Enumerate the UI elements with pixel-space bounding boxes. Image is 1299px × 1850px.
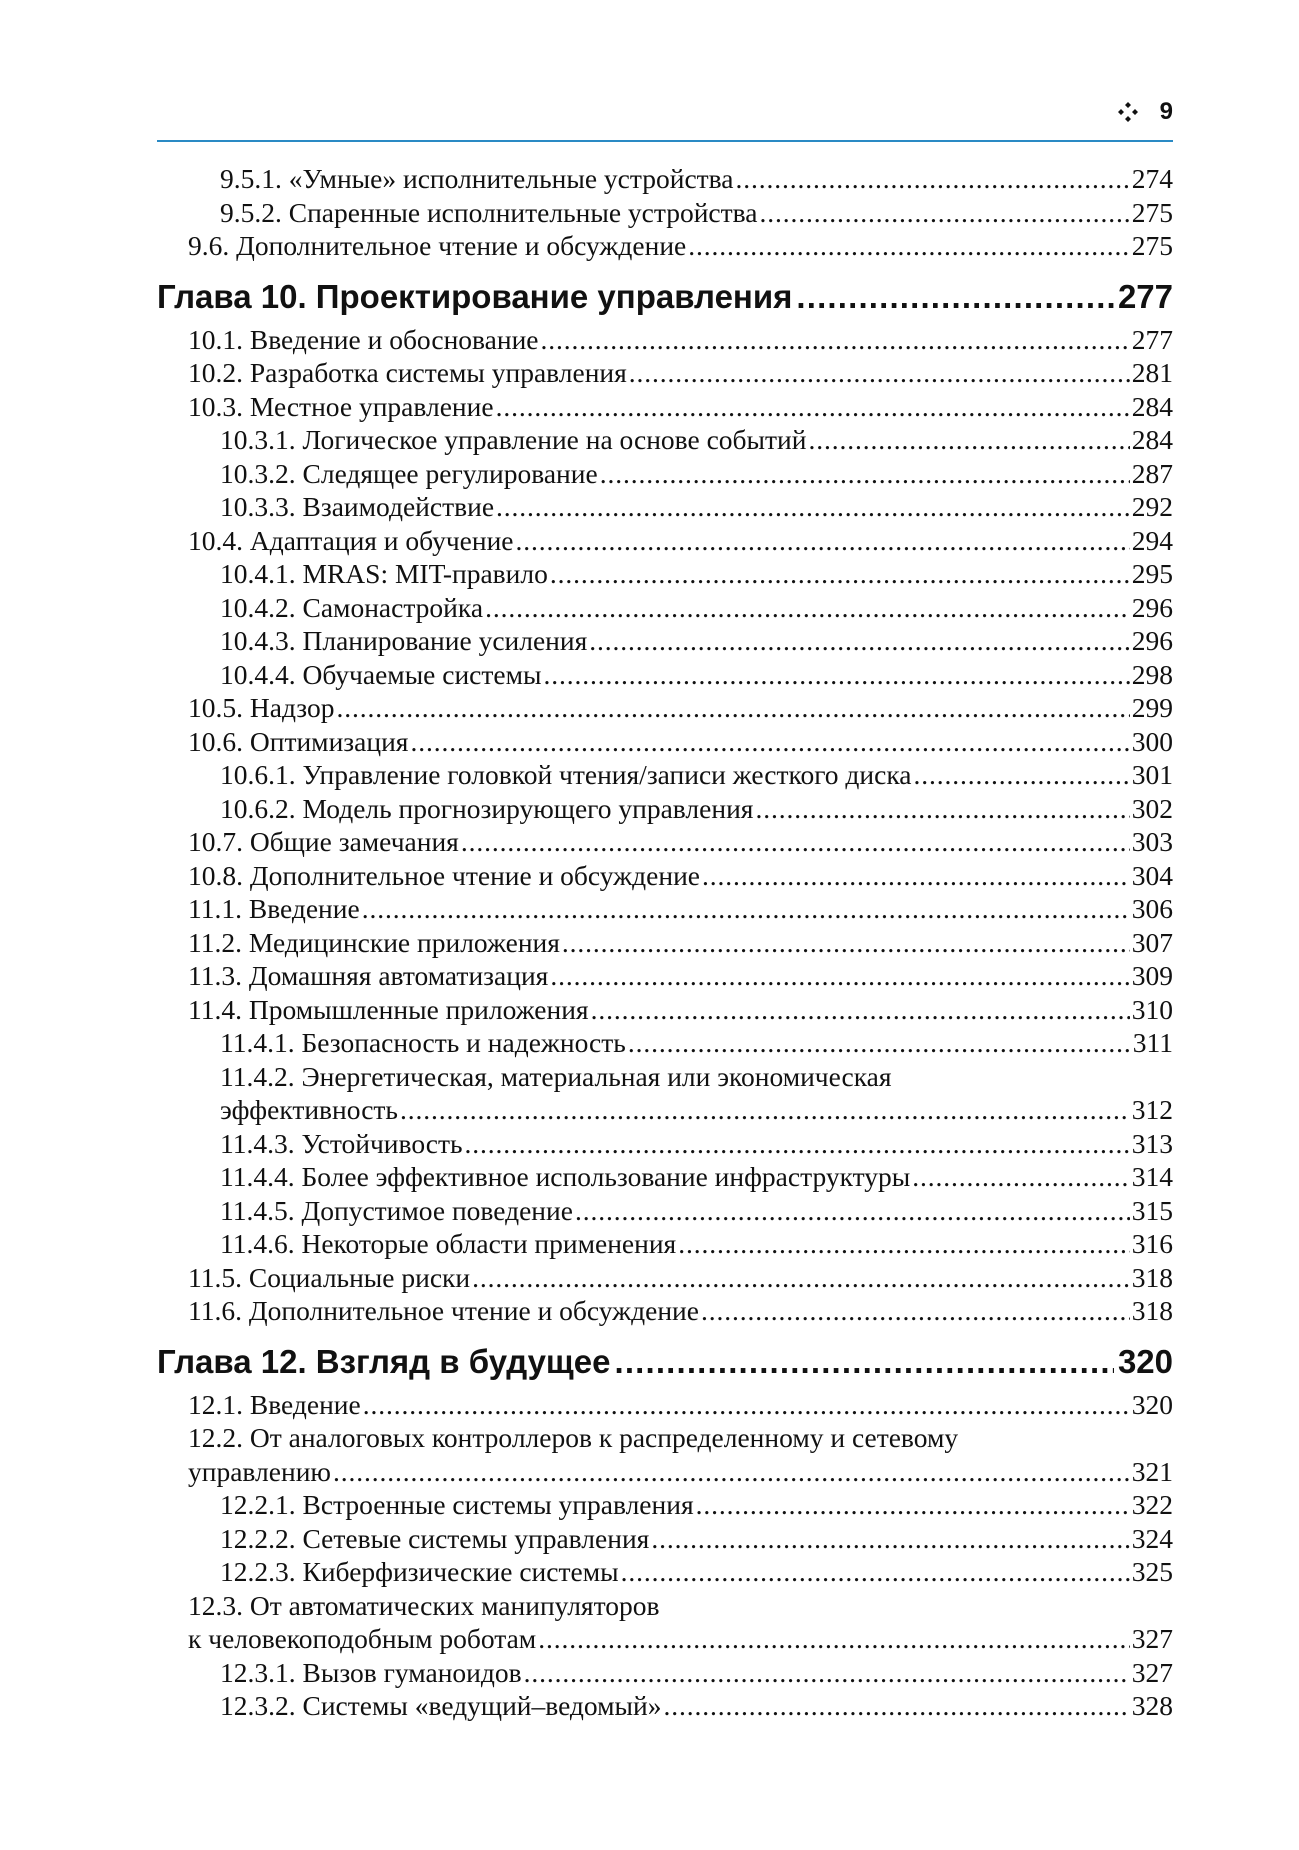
toc-entry-title: 11.2. Медицинские приложения	[188, 926, 560, 958]
dot-leader	[472, 1261, 1130, 1295]
toc-entry	[157, 229, 1173, 263]
toc-entry-page: 316	[1131, 1228, 1173, 1259]
toc-entry-title: 10.4.1. MRAS: MIT-правило	[220, 558, 548, 589]
toc-section-12-3	[157, 1656, 1173, 1723]
toc-entry	[157, 457, 1173, 491]
dot-leader	[550, 959, 1129, 993]
toc-entry-title: 10.6.2. Модель прогнозирующего управления	[220, 792, 754, 824]
dot-leader	[461, 825, 1130, 859]
toc-entry-page: 304	[1131, 859, 1173, 891]
toc-entry-page: 327	[1131, 1656, 1173, 1688]
toc-entry-page: 306	[1131, 893, 1173, 924]
dot-leader	[496, 390, 1130, 424]
chapter-title: Глава 12. Взгляд в будущее	[157, 1342, 611, 1380]
toc-entry-page: 287	[1131, 457, 1173, 489]
toc-entry-title: 12.2. От аналоговых контроллеров к распределенному и сетевому	[188, 1422, 959, 1453]
toc-entry	[157, 390, 1173, 424]
toc-entry-title: 10.4.3. Планирование усиления	[220, 625, 588, 656]
toc-entry	[157, 691, 1173, 725]
toc-entry	[157, 490, 1173, 524]
toc-entry	[157, 1294, 1173, 1328]
dot-leader	[914, 758, 1130, 792]
toc-entry-title: 11.5. Социальные риски	[188, 1261, 471, 1293]
dot-leader	[589, 624, 1130, 658]
toc-entry-page: 275	[1131, 230, 1173, 261]
toc-entry	[157, 658, 1173, 692]
toc-entry-title: 10.3.3. Взаимодействие	[220, 491, 495, 522]
toc-entry-title: 10.6.1. Управление головкой чтения/записи жесткого диска	[220, 759, 912, 790]
toc-entry-page: 320	[1131, 1388, 1173, 1420]
toc-entry	[157, 1261, 1173, 1295]
dot-leader	[516, 524, 1130, 558]
toc-entry-title: 10.8. Дополнительное чтение и обсуждение	[188, 859, 700, 891]
toc-entry-title: 12.2.3. Киберфизические системы	[220, 1556, 619, 1587]
toc-entry-title: 10.5. Надзор	[188, 692, 335, 723]
dot-leader	[808, 423, 1129, 457]
dot-leader	[538, 1622, 1130, 1656]
toc-entry	[157, 1388, 1173, 1422]
toc-entry	[157, 926, 1173, 960]
toc-entry-page: 302	[1131, 792, 1173, 824]
chapter-page: 320	[1117, 1342, 1173, 1380]
toc-entry-page: 292	[1131, 491, 1173, 522]
toc-entry	[157, 758, 1173, 792]
toc-entry-title: 10.4.2. Самонастройка	[220, 591, 484, 623]
toc-entry	[157, 959, 1173, 993]
toc-entry-page: 299	[1131, 692, 1173, 723]
dot-leader	[524, 1656, 1130, 1690]
dot-leader	[400, 1093, 1130, 1127]
dot-leader	[678, 1227, 1130, 1261]
toc-entry-title: 10.2. Разработка системы управления	[188, 357, 627, 388]
dot-leader	[362, 892, 1130, 926]
dot-leader	[575, 1194, 1130, 1228]
toc-section-10	[157, 323, 1173, 1060]
toc-entry-page: 295	[1131, 558, 1173, 589]
toc-entry-title: 10.7. Общие замечания	[188, 826, 459, 857]
toc-entry	[157, 557, 1173, 591]
toc-entry-title: 12.3.1. Вызов гуманоидов	[220, 1656, 522, 1688]
diamond-ornament-icon	[1117, 101, 1139, 123]
dot-leader	[688, 229, 1130, 263]
dot-leader	[796, 277, 1114, 317]
toc-entry	[157, 624, 1173, 658]
toc-entry-page: 313	[1131, 1127, 1173, 1159]
toc-entry	[157, 323, 1173, 357]
dot-leader	[410, 725, 1129, 759]
toc-entry-title: 11.4.5. Допустимое поведение	[220, 1194, 573, 1226]
dot-leader	[333, 1455, 1130, 1489]
toc-entry-title: 11.1. Введение	[188, 893, 360, 924]
dot-leader	[465, 1127, 1130, 1161]
toc-section-11	[157, 1127, 1173, 1328]
toc-entry-title: 12.3. От автоматических манипуляторов	[188, 1589, 660, 1621]
toc-entry-title: 9.6. Дополнительное чтение и обсуждение	[188, 230, 687, 261]
toc-entry-page: 318	[1131, 1261, 1173, 1293]
toc-entry	[157, 725, 1173, 759]
dot-leader	[664, 1689, 1130, 1723]
toc-entry	[157, 1421, 1173, 1488]
toc-entry-page: 311	[1132, 1027, 1173, 1058]
dot-leader	[485, 591, 1130, 625]
dot-leader	[621, 1555, 1130, 1589]
toc-entry-title: 12.2.1. Встроенные системы управления	[220, 1489, 694, 1520]
toc-entry-title: 11.4.3. Устойчивость	[220, 1127, 463, 1159]
toc-entry-page: 315	[1131, 1194, 1173, 1226]
dot-leader	[591, 993, 1130, 1027]
toc-entry	[157, 196, 1173, 230]
table-of-contents	[157, 162, 1173, 1723]
toc-entry-title: 10.4.4. Обучаемые системы	[220, 658, 542, 690]
chapter-12-heading	[157, 1342, 1173, 1382]
dot-leader	[760, 196, 1130, 230]
toc-entry-title: 9.5.2. Спаренные исполнительные устройства	[220, 196, 758, 228]
toc-entry-page: 275	[1131, 196, 1173, 228]
toc-entry-title: 10.3.1. Логическое управление на основе событий	[220, 424, 807, 455]
dot-leader	[600, 457, 1130, 491]
toc-entry	[157, 1555, 1173, 1589]
toc-entry-page: 274	[1131, 163, 1173, 194]
dot-leader	[550, 557, 1130, 591]
toc-entry	[157, 1689, 1173, 1723]
toc-entry-title: 12.3.2. Системы «ведущий–ведомый»	[220, 1690, 662, 1721]
toc-entry-title: 11.3. Домашняя автоматизация	[188, 960, 549, 991]
toc-entry-title: 10.6. Оптимизация	[188, 725, 409, 757]
toc-entry-page: 325	[1131, 1556, 1173, 1587]
toc-section-12-2	[157, 1488, 1173, 1589]
dot-leader	[755, 792, 1129, 826]
dot-leader	[912, 1160, 1130, 1194]
toc-entry	[157, 1656, 1173, 1690]
toc-entry-title: 12.1. Введение	[188, 1388, 361, 1420]
toc-entry-page: 294	[1131, 524, 1173, 556]
dot-leader	[614, 1342, 1113, 1382]
toc-entry	[157, 1160, 1173, 1194]
toc-entry-page: 312	[1131, 1094, 1173, 1125]
toc-entry-page: 327	[1131, 1623, 1173, 1654]
dot-leader	[702, 859, 1130, 893]
toc-entry-page: 284	[1131, 424, 1173, 455]
page-header	[157, 98, 1173, 142]
toc-entry-page: 328	[1131, 1690, 1173, 1721]
toc-entry-page: 310	[1131, 993, 1173, 1025]
toc-entry-title: 10.1. Введение и обоснование	[188, 323, 539, 355]
dot-leader	[496, 490, 1130, 524]
toc-entry-title: 11.4.1. Безопасность и надежность	[220, 1027, 626, 1058]
toc-entry-page: 307	[1131, 926, 1173, 958]
toc-entry	[157, 356, 1173, 390]
toc-entry-page: 303	[1131, 826, 1173, 857]
toc-entry	[157, 892, 1173, 926]
toc-entry-page: 296	[1131, 625, 1173, 656]
dot-leader	[562, 926, 1130, 960]
toc-entry	[157, 1060, 1173, 1127]
page-number: 9	[1159, 98, 1173, 125]
toc-entry-title: 10.3.2. Следящее регулирование	[220, 457, 598, 489]
chapter-title: Глава 10. Проектирование управления	[157, 277, 793, 315]
toc-entry-page: 318	[1131, 1295, 1173, 1326]
toc-entry-page: 281	[1131, 357, 1173, 388]
toc-entry	[157, 1227, 1173, 1261]
toc-entry	[157, 993, 1173, 1027]
toc-entry	[157, 859, 1173, 893]
toc-entry	[157, 1026, 1173, 1060]
toc-entry-title: 11.4.4. Более эффективное использование инфраструктуры	[220, 1161, 911, 1192]
chapter-10-heading	[157, 277, 1173, 317]
toc-entry-page: 298	[1131, 658, 1173, 690]
toc-entry-title: 9.5.1. «Умные» исполнительные устройства	[220, 163, 734, 194]
toc-entry	[157, 1488, 1173, 1522]
toc-entry-page: 314	[1131, 1161, 1173, 1192]
dot-leader	[544, 658, 1130, 692]
dot-leader	[736, 162, 1130, 196]
toc-entry	[157, 825, 1173, 859]
toc-section-9	[157, 162, 1173, 263]
toc-entry-page: 321	[1131, 1455, 1173, 1487]
dot-leader	[651, 1522, 1129, 1556]
dot-leader	[336, 691, 1129, 725]
toc-entry-page: 277	[1131, 323, 1173, 355]
toc-entry-page: 324	[1131, 1522, 1173, 1554]
toc-entry-title: 11.4. Промышленные приложения	[188, 993, 589, 1025]
toc-entry-page: 284	[1131, 390, 1173, 422]
dot-leader	[629, 356, 1130, 390]
toc-entry	[157, 423, 1173, 457]
toc-entry	[157, 162, 1173, 196]
toc-entry-title-cont: управлению	[188, 1455, 331, 1487]
toc-entry-page: 301	[1131, 759, 1173, 790]
toc-entry-page: 296	[1131, 591, 1173, 623]
toc-entry	[157, 1522, 1173, 1556]
toc-entry	[157, 1589, 1173, 1656]
toc-entry-title: 12.2.2. Сетевые системы управления	[220, 1522, 650, 1554]
toc-entry-title: 10.3. Местное управление	[188, 390, 494, 422]
toc-entry	[157, 792, 1173, 826]
toc-entry	[157, 1127, 1173, 1161]
dot-leader	[363, 1388, 1130, 1422]
toc-entry-title: 11.4.2. Энергетическая, материальная или экономическая	[220, 1060, 892, 1092]
dot-leader	[696, 1488, 1130, 1522]
toc-entry-page: 300	[1131, 725, 1173, 757]
toc-entry-title: 10.4. Адаптация и обучение	[188, 524, 514, 556]
dot-leader	[628, 1026, 1131, 1060]
toc-entry	[157, 1194, 1173, 1228]
toc-entry-title: 11.6. Дополнительное чтение и обсуждение	[188, 1295, 699, 1326]
toc-entry-title-cont: к человекоподобным роботам	[188, 1623, 537, 1654]
dot-leader	[541, 323, 1130, 357]
toc-entry-page: 309	[1131, 960, 1173, 991]
dot-leader	[701, 1294, 1130, 1328]
chapter-page: 277	[1117, 277, 1173, 315]
toc-entry-page: 322	[1131, 1489, 1173, 1520]
toc-entry-title-cont: эффективность	[220, 1094, 398, 1125]
toc-entry	[157, 591, 1173, 625]
toc-entry	[157, 524, 1173, 558]
toc-entry-title: 11.4.6. Некоторые области применения	[220, 1228, 677, 1259]
